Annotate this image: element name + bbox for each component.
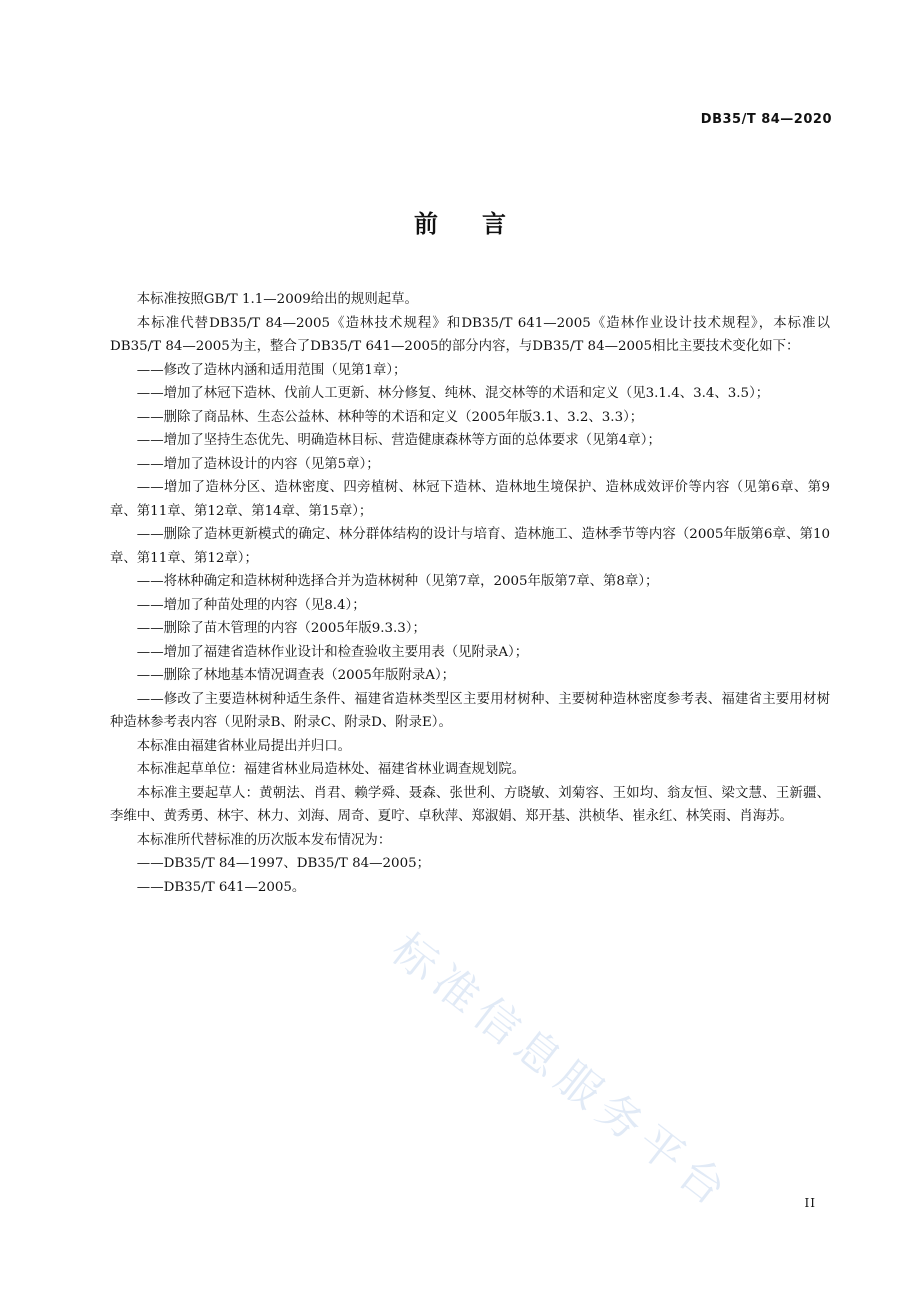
title-char-1: 前 [414, 209, 438, 238]
list-item: ——增加了福建省造林作业设计和检查验收主要用表（见附录A）； [136, 644, 529, 660]
title-char-2: 言 [482, 209, 506, 238]
list-item: ——删除了林地基本情况调查表（2005年版附录A）； [136, 668, 456, 683]
list-item: ——删除了造林更新模式的确定、林分群体结构的设计与培育、造林施工、造林季节等内容（2005年版第6章、第10章、第11章、第12章）； [110, 527, 830, 566]
list-item: ——增加了造林设计的内容（见第5章）； [136, 456, 380, 472]
page-title [0, 204, 920, 239]
list-item: ——增加了种苗处理的内容（见8.4）； [136, 597, 366, 613]
list-item: ——修改了造林内涵和适用范围（见第1章）； [136, 362, 407, 378]
paragraph: 本标准起草单位：福建省林业局造林处、福建省林业调查规划院。 [136, 762, 526, 777]
list-item: ——删除了商品林、生态公益林、林种等的术语和定义（2005年版3.1、3.2、3.3）； [136, 409, 644, 425]
paragraph: 本标准主要起草人：黄朝法、肖君、赖学舜、聂森、张世利、方晓敏、刘菊容、王如均、翁友恒、梁文慧、王新疆、李维中、黄秀勇、林宇、林力、刘海、周奇、夏咛、卓秋萍、郑淑娟、郑开基、洪桢华、崔永红、林笑雨、肖海苏。 [110, 785, 830, 824]
list-item: ——增加了造林分区、造林密度、四旁植树、林冠下造林、造林地生境保护、造林成效评价等内容（见第6章、第9章、第11章、第12章、第14章、第15章）； [110, 480, 830, 519]
list-item: ——将林种确定和造林树种选择合并为造林树种（见第7章，2005年版第7章、第8章）； [136, 574, 659, 589]
list-item: ——修改了主要造林树种适生条件、福建省造林类型区主要用材树种、主要树种造林密度参考表、福建省主要用材树种造林参考表内容（见附录B、附录C、附录D、附录E）。 [110, 691, 830, 730]
list-item: ——DB35/T 641—2005。 [136, 879, 306, 895]
list-item: ——增加了坚持生态优先、明确造林目标、营造健康森林等方面的总体要求（见第4章）； [136, 433, 661, 448]
list-item: ——DB35/T 84—1997、DB35/T 84—2005； [136, 856, 431, 871]
list-item: ——增加了林冠下造林、伐前人工更新、林分修复、纯林、混交林等的术语和定义（见3.1.4、3.4、3.5）； [136, 386, 770, 401]
paragraph: 本标准代替DB35/T 84—2005《造林技术规程》和DB35/T 641—2005《造林作业设计技术规程》，本标准以DB35/T 84—2005为主，整合了DB35/T 641—2005的部分内容，与DB35/T 84—2005相比主要技术变化如下： [110, 315, 830, 354]
watermark: 标准信息服务平台 [381, 923, 742, 1220]
paragraph: 本标准由福建省林业局提出并归口。 [136, 738, 352, 754]
list-item: ——删除了苗木管理的内容（2005年版9.3.3）； [136, 621, 426, 636]
paragraph: 本标准所代替标准的历次版本发布情况为： [136, 832, 392, 848]
standard-code: DB35/T 84—2020 [700, 112, 832, 127]
page-number: II [804, 1196, 816, 1210]
paragraph: 本标准按照GB/T 1.1—2009给出的规则起草。 [136, 292, 418, 307]
foreword-body [110, 288, 830, 899]
